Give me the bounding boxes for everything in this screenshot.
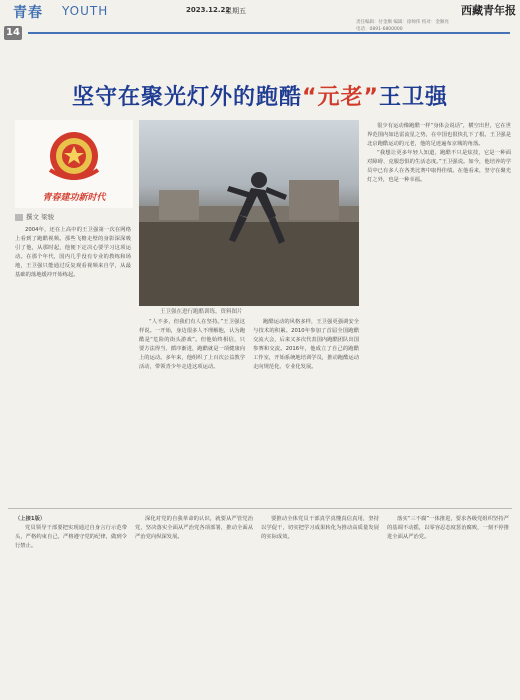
lower-paragraph-3: 要推动全体党员干部真学真懂真信真用，坚持以学促干，切实把学习成果转化为推动高质量发展的实际成效。: [261, 516, 379, 540]
article-intro: [367, 122, 511, 504]
byline-icon: [15, 214, 23, 221]
emblem-motto: 青春建功新时代: [42, 193, 106, 203]
article-col4: “我想让更多年轻人知道，跑酷不只是炫技，它是一种面对障碍、克服恐惧的生活态度。”王卫强说。如今，他培养的学员中已有多人在各类比赛中取得佳绩。在他看来，坚守在聚光灯之外，也是一种幸福。: [367, 150, 511, 183]
intro-paragraph: 很少有运动像跑酷一样“身体会说话”，横空出世，它在世界范围内如迅雷流星之势，在中国也很快扎下了根。王卫强是北京跑酷运动的元老，他的足迹遍布京城的角落。: [367, 123, 511, 147]
lower-heading: （上接1版）: [15, 516, 46, 522]
lower-col1: [15, 515, 127, 693]
parkour-photo: [139, 120, 359, 306]
section-title-en: YOUTH: [62, 4, 109, 18]
col1-paragraph: 2004年，还在上高中的王卫强第一次在网络上看到了跑酷视频。那些飞檐走壁的身影深深吸引了他，从那时起，他便下定决心要学习这项运动。在那个年代，国内几乎没有专业的教练和场地，王卫强只能通过反复观看视频来自学，从最基础的落地缓冲开始练起。: [15, 227, 131, 278]
title-part-2: 王卫强: [378, 85, 448, 110]
col3-paragraph: 跑酷运动的风格多样，王卫强更强调安全与技术的积累。2010年参加了首届全国跑酷交流大会，后来又多次代表国内跑酷团队出国参赛和交流。2016年，他成立了自己的跑酷工作室，开始系统地培训学员，推动跑酷运动走向规范化、专业化发展。: [253, 319, 359, 370]
editor-info: 责任编辑：付金顺 编辑：徐帅伟 校对：金顺亮: [356, 20, 449, 25]
photo-caption: 王卫强在进行跑酷训练。资料图片: [160, 309, 243, 315]
col2-paragraph: “人不多，但我们有人在坚持。”王卫强这样说。一开始，身边很多人不理解他，认为跑酷是“危险的街头游戏”。但他始终相信，只要方法得当、循序渐进，跑酷就是一项健康向上的运动。多年来，他组织了上百次公益教学活动，带领青少年走进这项运动。: [139, 319, 245, 370]
byline-text: 撰文 梁骏: [26, 213, 55, 221]
contact-info: 电话：0891-6800000: [356, 27, 403, 32]
section-title: 青春: [13, 5, 43, 21]
article-photo: [139, 120, 359, 306]
lower-paragraph-4: 落实“三不腐”一体推进，要求各级党组织坚持严的基调不动摇，以零容忍态度惩治腐败，一刻不停推进全面从严治党。: [387, 516, 509, 540]
lower-paragraph-2: 深化对党的自我革命的认识，就要从严管党治党，坚决落实全面从严治党各项部署，推动全面从严治党向纵深发展。: [135, 516, 253, 540]
page-header: [0, 0, 520, 52]
page-number: 14: [4, 26, 22, 40]
issue-date: 2023.12.22: [186, 6, 231, 14]
header-rule: [28, 32, 510, 34]
title-part-1: 坚守在聚光灯外的跑酷: [72, 85, 303, 110]
lower-col4: [387, 515, 509, 693]
newspaper-brand: 西藏青年报: [461, 4, 516, 17]
section-divider: [8, 508, 512, 509]
issue-weekday: 星期五: [225, 7, 246, 15]
article-col1: [15, 226, 131, 504]
article-title: [0, 80, 520, 111]
article-col3: [253, 318, 359, 504]
byline: [15, 212, 54, 221]
lower-col3: [261, 515, 379, 693]
article-col2: [139, 318, 245, 504]
lower-col2: [135, 515, 253, 693]
lower-paragraph-1: 党员领导干部要把实现通过自身言行示范带头，严格约束自己，严格遵守党的纪律，做到令行禁止。: [15, 525, 127, 549]
youth-league-emblem: [15, 120, 133, 208]
title-quoted: “元老”: [302, 85, 379, 110]
